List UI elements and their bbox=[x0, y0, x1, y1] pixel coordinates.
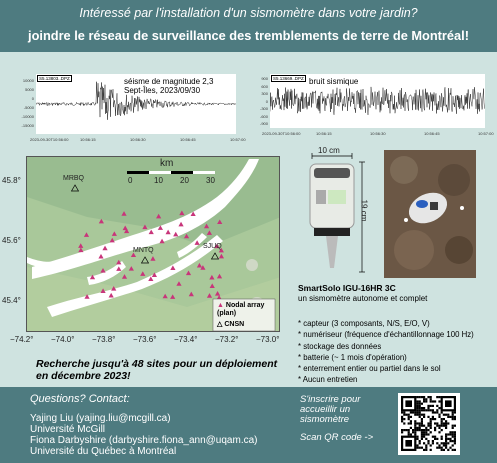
device-subtitle: un sismomètre autonome et complet bbox=[298, 294, 428, 303]
scale-tick: 20 bbox=[180, 176, 189, 185]
station-label: SJUQ bbox=[203, 243, 222, 250]
waveform-noise-trace bbox=[270, 74, 485, 128]
axis-tick-label: 10:56:30 bbox=[130, 137, 146, 142]
axis-tick-label: -900 bbox=[259, 121, 268, 126]
spec-item: * enterrement entier ou partiel dans le sol bbox=[298, 364, 441, 374]
device-title: SmartSolo IGU-16HR 3C bbox=[298, 283, 396, 293]
waveform-noise bbox=[270, 74, 485, 128]
axis-tick-label: 10:56:30 bbox=[370, 131, 386, 136]
scan-instruction: Scan QR code -> bbox=[300, 432, 374, 443]
contact-line[interactable]: Yajing Liu (yajing.liu@mcgill.ca) bbox=[30, 413, 171, 424]
waveform-noise-tag: S5.13669..DPZ bbox=[273, 76, 304, 81]
axis-tick-label: 5000 bbox=[25, 87, 34, 92]
axis-tick-label: 0 bbox=[31, 96, 34, 101]
axis-tick-label: 900 bbox=[261, 76, 268, 81]
lon-tick: −73.8° bbox=[92, 335, 116, 344]
header-question: Intéressé par l'installation d'un sismomètre dans votre jardin? bbox=[79, 6, 418, 20]
axis-tick-label: 2023-09-30T10:56:00 bbox=[262, 131, 301, 136]
register-text: S'inscrire pour accueillir un sismomètre bbox=[300, 394, 361, 425]
lon-tick: −74.0° bbox=[51, 335, 75, 344]
spec-item: * numériseur (fréquence d'échantillonnage 100 Hz) bbox=[298, 330, 474, 340]
legend-nodal: ▲ Nodal array (plan) bbox=[217, 302, 265, 317]
scale-tick: 0 bbox=[128, 176, 133, 185]
axis-tick-label: 10000 bbox=[22, 78, 34, 83]
axis-tick-label: 600 bbox=[261, 83, 268, 89]
lat-tick: 45.6° bbox=[2, 236, 21, 245]
axis-tick-label: 300 bbox=[261, 91, 268, 96]
axis-tick-label: 10:57:00 bbox=[230, 137, 246, 142]
axis-tick-label: -300 bbox=[259, 106, 268, 111]
lon-tick: −73.0° bbox=[256, 335, 280, 344]
scale-tick: 10 bbox=[154, 176, 163, 185]
contact-line: Université du Québec à Montréal bbox=[30, 446, 177, 457]
axis-tick-label: 10:56:15 bbox=[316, 131, 332, 136]
station-label: MRBQ bbox=[63, 175, 84, 182]
axis-tick-label: 10:56:45 bbox=[180, 137, 196, 142]
axis-tick-label: 2023-09-30T10:56:00 bbox=[30, 137, 69, 142]
spec-item: * stockage des données bbox=[298, 341, 382, 351]
field-photo bbox=[384, 150, 476, 278]
legend-cnsn: △ CNSN bbox=[217, 321, 245, 328]
axis-tick-label: 0 bbox=[265, 98, 268, 104]
axis-tick-label: 10:56:15 bbox=[80, 137, 96, 142]
spec-item: * Aucun entretien bbox=[298, 375, 358, 385]
device-photo bbox=[296, 146, 376, 278]
waveform-earthquake-title1: séisme de magnitude 2,3 bbox=[124, 77, 214, 86]
footer-banner bbox=[0, 387, 497, 463]
lon-tick: −73.2° bbox=[215, 335, 239, 344]
axis-tick-label: 10:57:00 bbox=[478, 131, 494, 136]
lon-tick: −73.4° bbox=[174, 335, 198, 344]
axis-tick-label: -5000 bbox=[23, 105, 34, 110]
recruitment-note: Recherche jusqu'à 48 sites pour un déploiement en décembre 2023! bbox=[36, 358, 278, 382]
station-map bbox=[26, 156, 280, 332]
qr-code[interactable] bbox=[398, 393, 460, 455]
lat-tick: 45.8° bbox=[2, 176, 21, 185]
lat-tick: 45.4° bbox=[2, 296, 21, 305]
contact-line[interactable]: Fiona Darbyshire (darbyshire.fiona_ann@uqam.ca) bbox=[30, 435, 258, 446]
contact-list bbox=[30, 413, 258, 457]
header-banner bbox=[0, 0, 497, 52]
waveform-earthquake-tag: S5.13803..DPZ bbox=[39, 76, 70, 81]
scale-label: km bbox=[160, 158, 174, 169]
lon-tick: −73.6° bbox=[133, 335, 157, 344]
footer-question: Questions? Contact: bbox=[30, 393, 130, 405]
axis-tick-label: 10:56:45 bbox=[424, 131, 440, 136]
axis-tick-label: -15000 bbox=[21, 123, 34, 128]
waveform-earthquake-title2: Sept-Îles, 2023/09/30 bbox=[124, 86, 201, 95]
device-width-label: 10 cm bbox=[318, 146, 340, 155]
scale-tick: 30 bbox=[206, 176, 215, 185]
lon-tick: −74.2° bbox=[10, 335, 34, 344]
header-call-to-action: joindre le réseau de surveillance des tremblements de terre de Montréal! bbox=[28, 28, 469, 43]
device-height-label: 19 cm bbox=[359, 199, 369, 222]
contact-line: Université McGill bbox=[30, 424, 106, 435]
spec-item: * capteur (3 composants, N/S, E/O, V) bbox=[298, 319, 430, 328]
device-spec-list bbox=[298, 318, 474, 386]
axis-tick-label: -10000 bbox=[21, 114, 34, 119]
axis-tick-label: -600 bbox=[259, 113, 268, 119]
station-label: MNTQ bbox=[133, 247, 154, 254]
waveform-noise-title: bruit sismique bbox=[309, 77, 359, 86]
spec-item: * batterie (~ 1 mois d'opération) bbox=[298, 352, 407, 362]
